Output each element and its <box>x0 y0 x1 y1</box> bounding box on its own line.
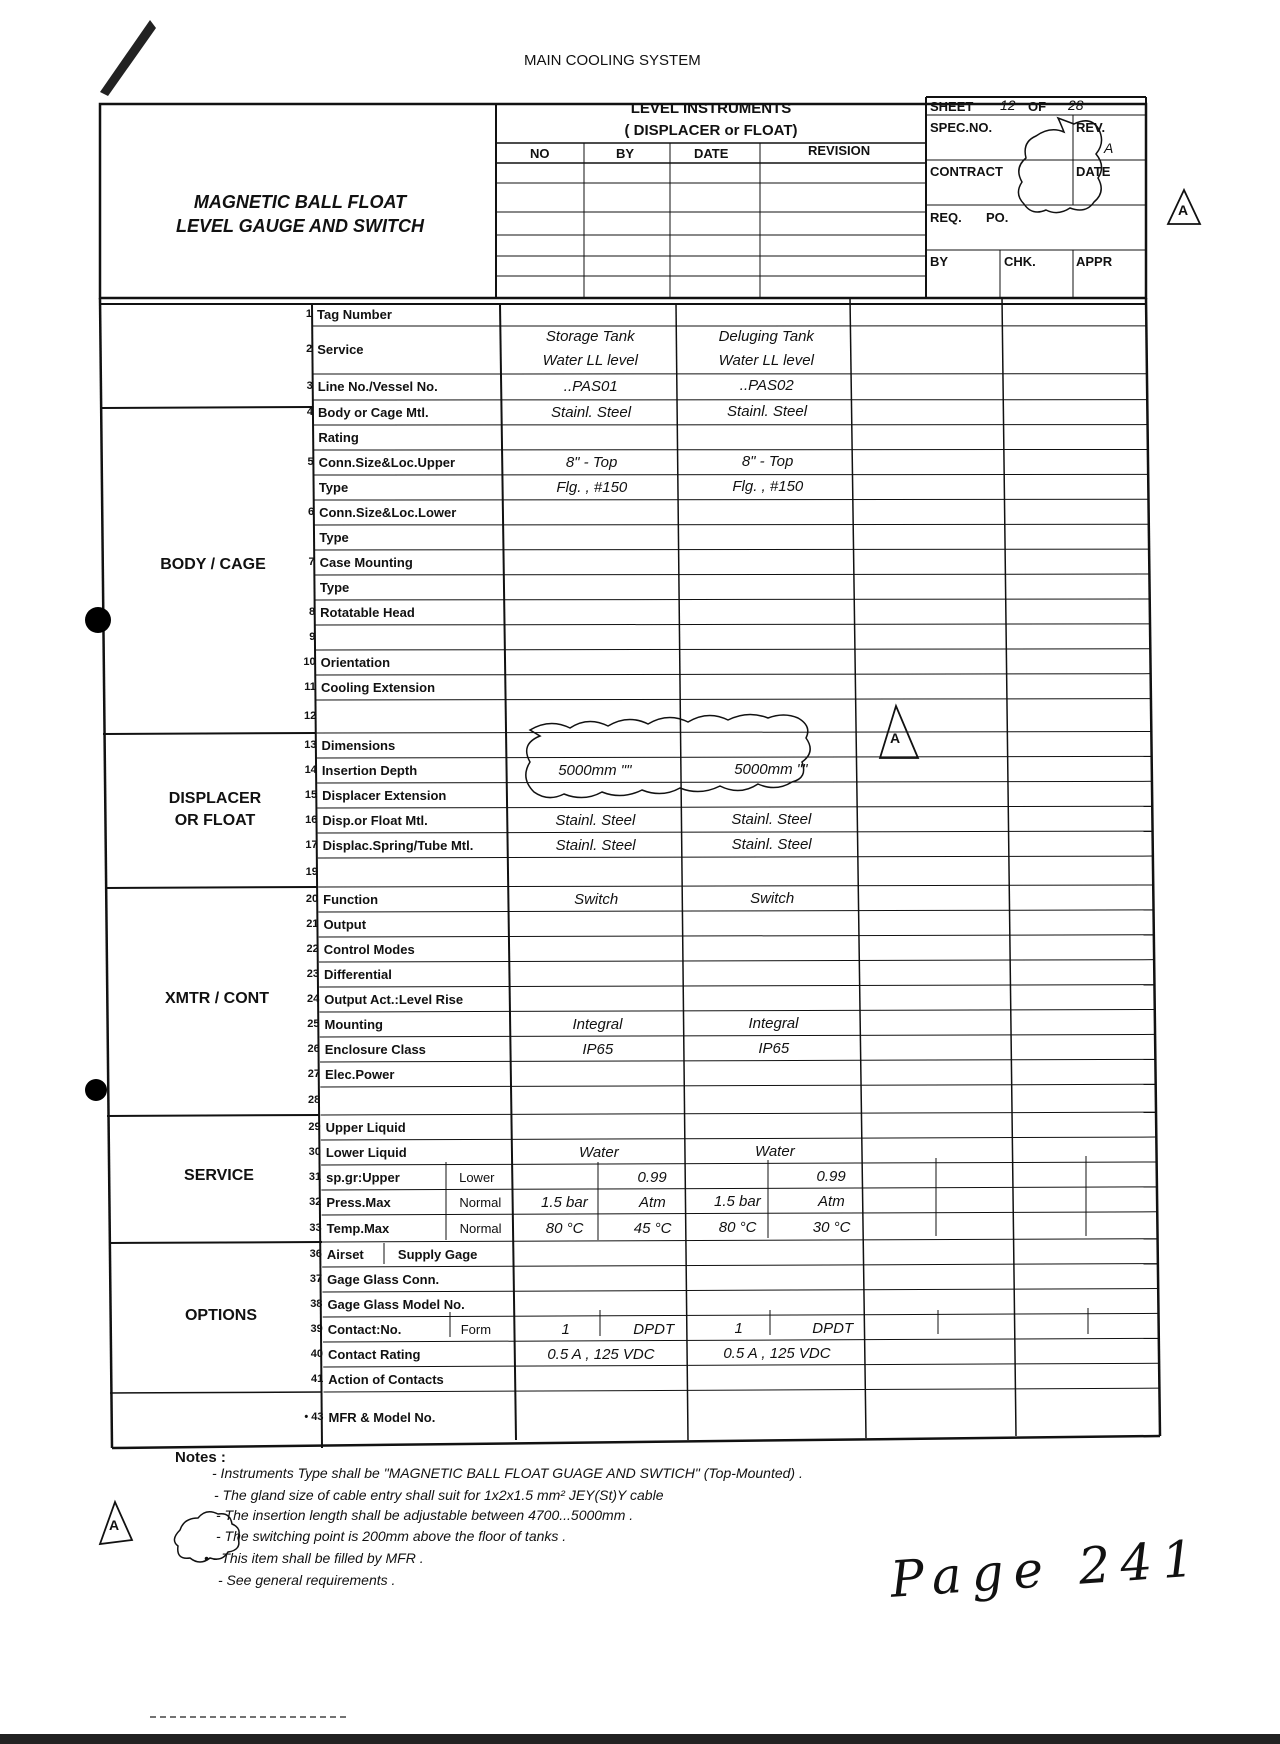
row-label: Enclosure Class <box>324 1041 426 1057</box>
row-divider <box>317 731 1152 733</box>
row-number: 36 <box>309 1247 322 1260</box>
row-label: Case Mounting <box>319 554 413 570</box>
row-number: 16 <box>305 813 318 826</box>
row-label: Gage Glass Model No. <box>327 1296 465 1312</box>
row-number: 2 <box>306 343 313 355</box>
row-divider <box>317 756 1152 758</box>
rev-value: A <box>1104 140 1114 156</box>
row-number: 22 <box>306 942 319 955</box>
row-divider <box>318 831 1153 833</box>
value-col2: 8" - Top <box>741 452 794 470</box>
note-item: - Instruments Type shall be "MAGNETIC BALL FLOAT GUAGE AND SWTICH" (Top-Mounted) . <box>212 1465 803 1481</box>
row-label: Rotatable Head <box>320 604 415 620</box>
row-number: 27 <box>307 1067 321 1080</box>
value-col1: Stainl. Steel <box>555 836 636 854</box>
row-number: 7 <box>308 555 315 568</box>
row-label: Differential <box>323 966 392 982</box>
row-divider <box>321 1137 1156 1140</box>
section-displacer <box>120 788 310 832</box>
row-number: 33 <box>309 1221 322 1234</box>
row-number: 8 <box>309 605 316 618</box>
row-divider <box>314 449 1148 450</box>
spec-no-label: SPEC.NO. <box>930 120 993 135</box>
row-divider <box>317 781 1152 783</box>
row-divider <box>318 910 1153 912</box>
row-number: 37 <box>309 1272 323 1285</box>
value-col1a: 1 <box>561 1320 570 1338</box>
row-number: 6 <box>307 505 315 518</box>
row-divider <box>315 624 1150 625</box>
sheet-total: 28 <box>1068 97 1084 113</box>
section-displacer-line-2: OR FLOAT <box>174 812 256 829</box>
row-label: Tag Number <box>317 307 392 322</box>
row-divider <box>318 885 1153 887</box>
row-label: Disp.or Float Mtl. <box>322 812 428 828</box>
row-sub-label: Normal <box>459 1220 502 1236</box>
row-number: 23 <box>306 967 319 980</box>
row-number: 4 <box>306 405 314 418</box>
rev-col-by: BY <box>616 146 635 161</box>
sheet-of: OF <box>1028 99 1047 114</box>
value-col1: Water <box>578 1143 619 1161</box>
section-options: OPTIONS <box>184 1307 257 1324</box>
row-label: Line No./Vessel No. <box>317 379 438 394</box>
row-divider <box>314 524 1148 525</box>
row-divider <box>322 1264 1158 1267</box>
document-title <box>110 190 490 238</box>
value-col1: ..PAS01 <box>563 378 618 395</box>
row-number: 10 <box>303 655 316 668</box>
row-label: Displacer Extension <box>322 787 447 803</box>
row-number: 19 <box>305 865 318 878</box>
value-col2b: DPDT <box>812 1319 854 1337</box>
value-col1-line2: Water LL level <box>542 352 638 369</box>
row-sub-label: Normal <box>459 1194 502 1210</box>
value-col1a: 80 °C <box>545 1219 584 1237</box>
value-col1: 5000mm "" <box>558 761 632 779</box>
row-divider <box>323 1338 1159 1342</box>
row-label: Temp.Max <box>326 1220 390 1236</box>
row-label: Function <box>323 891 379 907</box>
row-label: Airset <box>326 1246 364 1262</box>
row-number: 21 <box>306 917 319 930</box>
row-number: 15 <box>304 788 318 801</box>
row-divider <box>314 499 1148 500</box>
rev-col-date: DATE <box>694 146 729 161</box>
row-number: 17 <box>305 838 318 851</box>
value-col1b: 45 °C <box>633 1219 672 1237</box>
value-col1: Integral <box>572 1015 623 1033</box>
po-label: PO. <box>986 210 1009 225</box>
row-label: Dimensions <box>321 737 396 753</box>
row-number: 20 <box>305 892 319 905</box>
row-divider <box>316 674 1151 675</box>
value-col2b: Atm <box>818 1192 845 1210</box>
row-divider <box>315 574 1149 575</box>
value-col2: Integral <box>748 1014 799 1032</box>
row-number: 13 <box>304 738 317 751</box>
row-divider <box>316 699 1151 700</box>
row-label: Cooling Extension <box>320 679 436 695</box>
row-divider <box>323 1388 1159 1392</box>
row-label: Conn.Size&Loc.Upper <box>318 454 456 470</box>
value-col2: Stainl. Steel <box>727 402 808 420</box>
value-col1: Stainl. Steel <box>555 811 636 829</box>
row-divider <box>315 599 1150 600</box>
value-col1: 0.5 A , 125 VDC <box>547 1345 655 1363</box>
value-col1: Flg. , #150 <box>556 478 628 496</box>
sheet-number: 12 <box>1000 97 1016 113</box>
category-line-1: LEVEL INSTRUMENTS <box>630 100 792 117</box>
value-col2-line1: Deluging Tank <box>718 328 814 345</box>
row-divider <box>317 806 1152 808</box>
row-label: Rating <box>318 429 359 445</box>
page-title: MAIN COOLING SYSTEM <box>524 52 701 69</box>
row-number: 28 <box>308 1094 321 1106</box>
row-label: Displac.Spring/Tube Mtl. <box>322 837 474 853</box>
row-divider <box>322 1289 1158 1292</box>
value-col2: Stainl. Steel <box>731 810 812 828</box>
value-col2: 5000mm "" <box>734 760 808 778</box>
revision-triangle-notes: A <box>109 1517 120 1533</box>
row-number: 25 <box>307 1017 320 1030</box>
value-col2-line2: Water LL level <box>718 352 814 369</box>
instrument-category <box>496 98 926 142</box>
sheet-label: SHEET <box>930 99 974 114</box>
row-divider <box>319 1010 1154 1012</box>
rev-col-no: NO <box>530 146 550 161</box>
row-label: Elec.Power <box>325 1066 395 1082</box>
value-col2: ..PAS02 <box>739 377 794 394</box>
row-divider <box>320 1084 1155 1087</box>
value-col1: IP65 <box>582 1040 614 1058</box>
row-label: Action of Contacts <box>328 1371 444 1387</box>
date-label: DATE <box>1076 164 1111 179</box>
row-number: 41 <box>310 1372 324 1385</box>
chk-label: CHK. <box>1004 254 1036 269</box>
value-col1-line1: Storage Tank <box>545 328 635 345</box>
revision-triangle-header: A <box>1178 202 1189 218</box>
row-number: 24 <box>306 992 320 1005</box>
row-label: Type <box>318 479 349 495</box>
row-divider <box>322 1239 1158 1242</box>
row-label: Mounting <box>324 1016 383 1032</box>
row-label: Type <box>319 579 350 595</box>
row-divider <box>320 1059 1155 1062</box>
title-line-1: MAGNETIC BALL FLOAT <box>193 192 407 212</box>
row-number: 9 <box>309 630 316 643</box>
row-divider <box>323 1363 1159 1367</box>
note-item: - The insertion length shall be adjustable between 4700...5000mm . <box>216 1507 634 1523</box>
row-sub-label: Lower <box>459 1169 495 1185</box>
row-number: 26 <box>307 1042 320 1055</box>
section-body-cage: BODY / CAGE <box>160 556 266 573</box>
section-xmtr: XMTR / CONT <box>165 990 269 1007</box>
value-col2a: 1.5 bar <box>714 1192 761 1210</box>
by-label: BY <box>930 254 949 269</box>
row-label: sp.gr:Upper <box>326 1169 400 1185</box>
row-label: Lower Liquid <box>325 1144 407 1160</box>
revision-triangle-dimensions: A <box>890 730 901 746</box>
rev-label: REV. <box>1076 120 1106 135</box>
row-number: 31 <box>308 1170 322 1183</box>
value-col2a: 80 °C <box>718 1218 757 1236</box>
section-service: SERVICE <box>184 1167 254 1184</box>
row-number: 29 <box>308 1120 321 1133</box>
value-col1a: 1.5 bar <box>541 1193 588 1211</box>
row-divider <box>322 1212 1158 1215</box>
value-col1b: DPDT <box>633 1320 675 1338</box>
note-item: - See general requirements . <box>218 1572 396 1588</box>
category-line-2: ( DISPLACER or FLOAT) <box>624 122 798 139</box>
row-number: 3 <box>306 380 313 392</box>
req-label: REQ. <box>930 210 962 225</box>
row-label: Output <box>323 916 367 932</box>
row-label: Contact:No. <box>327 1321 402 1337</box>
row-number: 32 <box>309 1195 322 1208</box>
row-sub-label: Supply Gage <box>397 1246 478 1262</box>
row-label: Insertion Depth <box>321 762 418 778</box>
row-number: 14 <box>304 763 317 776</box>
value-col2: 0.5 A , 125 VDC <box>723 1344 831 1362</box>
value-col1b: Atm <box>639 1193 666 1211</box>
row-number: 38 <box>310 1297 323 1310</box>
row-divider <box>316 649 1151 650</box>
row-number: 5 <box>307 455 314 468</box>
row-label: Service <box>317 342 364 357</box>
notes-heading: Notes : <box>175 1449 226 1466</box>
value-col2b: 30 °C <box>812 1218 851 1236</box>
row-label: Body or Cage Mtl. <box>318 404 429 420</box>
row-number: 1 <box>305 308 313 320</box>
row-divider <box>315 549 1149 550</box>
value-col2a: 1 <box>734 1319 743 1337</box>
row-divider <box>319 960 1154 962</box>
row-divider <box>318 856 1153 858</box>
row-label: Control Modes <box>323 941 415 957</box>
value-col1: Switch <box>574 890 619 908</box>
handwritten-page-number: Page 241 <box>888 1529 1206 1609</box>
row-number: 30 <box>308 1145 321 1158</box>
row-label: Orientation <box>320 654 391 670</box>
row-divider <box>319 935 1154 937</box>
value-col2: Switch <box>750 889 795 907</box>
row-number: 40 <box>310 1347 323 1360</box>
row-label: Contact Rating <box>327 1346 421 1362</box>
row-label: Type <box>319 529 349 545</box>
section-displacer-line-1: DISPLACER <box>168 790 262 807</box>
rev-col-revision: REVISION <box>808 143 871 158</box>
row-label: Conn.Size&Loc.Lower <box>319 504 457 520</box>
value-col1: 8" - Top <box>565 453 618 471</box>
value-col2: Water <box>754 1142 795 1160</box>
contract-label: CONTRACT <box>930 164 1003 179</box>
row-divider <box>320 1034 1155 1037</box>
row-sub-label: Form <box>460 1321 492 1337</box>
row-label: Upper Liquid <box>325 1119 406 1135</box>
value-col2: Stainl. Steel <box>731 835 812 853</box>
row-label: Press.Max <box>326 1194 391 1210</box>
row-divider <box>314 474 1148 475</box>
note-item: • - This item shall be filled by MFR . <box>204 1550 424 1566</box>
row-divider <box>319 985 1154 987</box>
title-line-2: LEVEL GAUGE AND SWITCH <box>175 216 424 236</box>
appr-label: APPR <box>1076 254 1113 269</box>
row-divider <box>321 1187 1157 1190</box>
row-number: 39 <box>310 1322 323 1335</box>
note-item: - The switching point is 200mm above the floor of tanks . <box>216 1528 567 1544</box>
row-number: • 43 <box>304 1411 324 1423</box>
row-label: Output Act.:Level Rise <box>324 991 464 1007</box>
value-col2b: 0.99 <box>816 1167 846 1185</box>
note-item: - The gland size of cable entry shall suit for 1x2x1.5 mm² JEY(St)Y cable <box>214 1487 664 1503</box>
row-divider <box>321 1112 1156 1115</box>
value-col1: Stainl. Steel <box>551 403 632 421</box>
row-number: 12 <box>303 709 317 722</box>
row-label: Gage Glass Conn. <box>327 1271 440 1287</box>
row-number: 11 <box>304 680 316 693</box>
value-col2: IP65 <box>758 1039 790 1057</box>
row-label: MFR & Model No. <box>328 1410 436 1425</box>
value-col2: Flg. , #150 <box>732 477 804 495</box>
row-divider <box>323 1313 1159 1317</box>
value-col1b: 0.99 <box>637 1168 667 1186</box>
